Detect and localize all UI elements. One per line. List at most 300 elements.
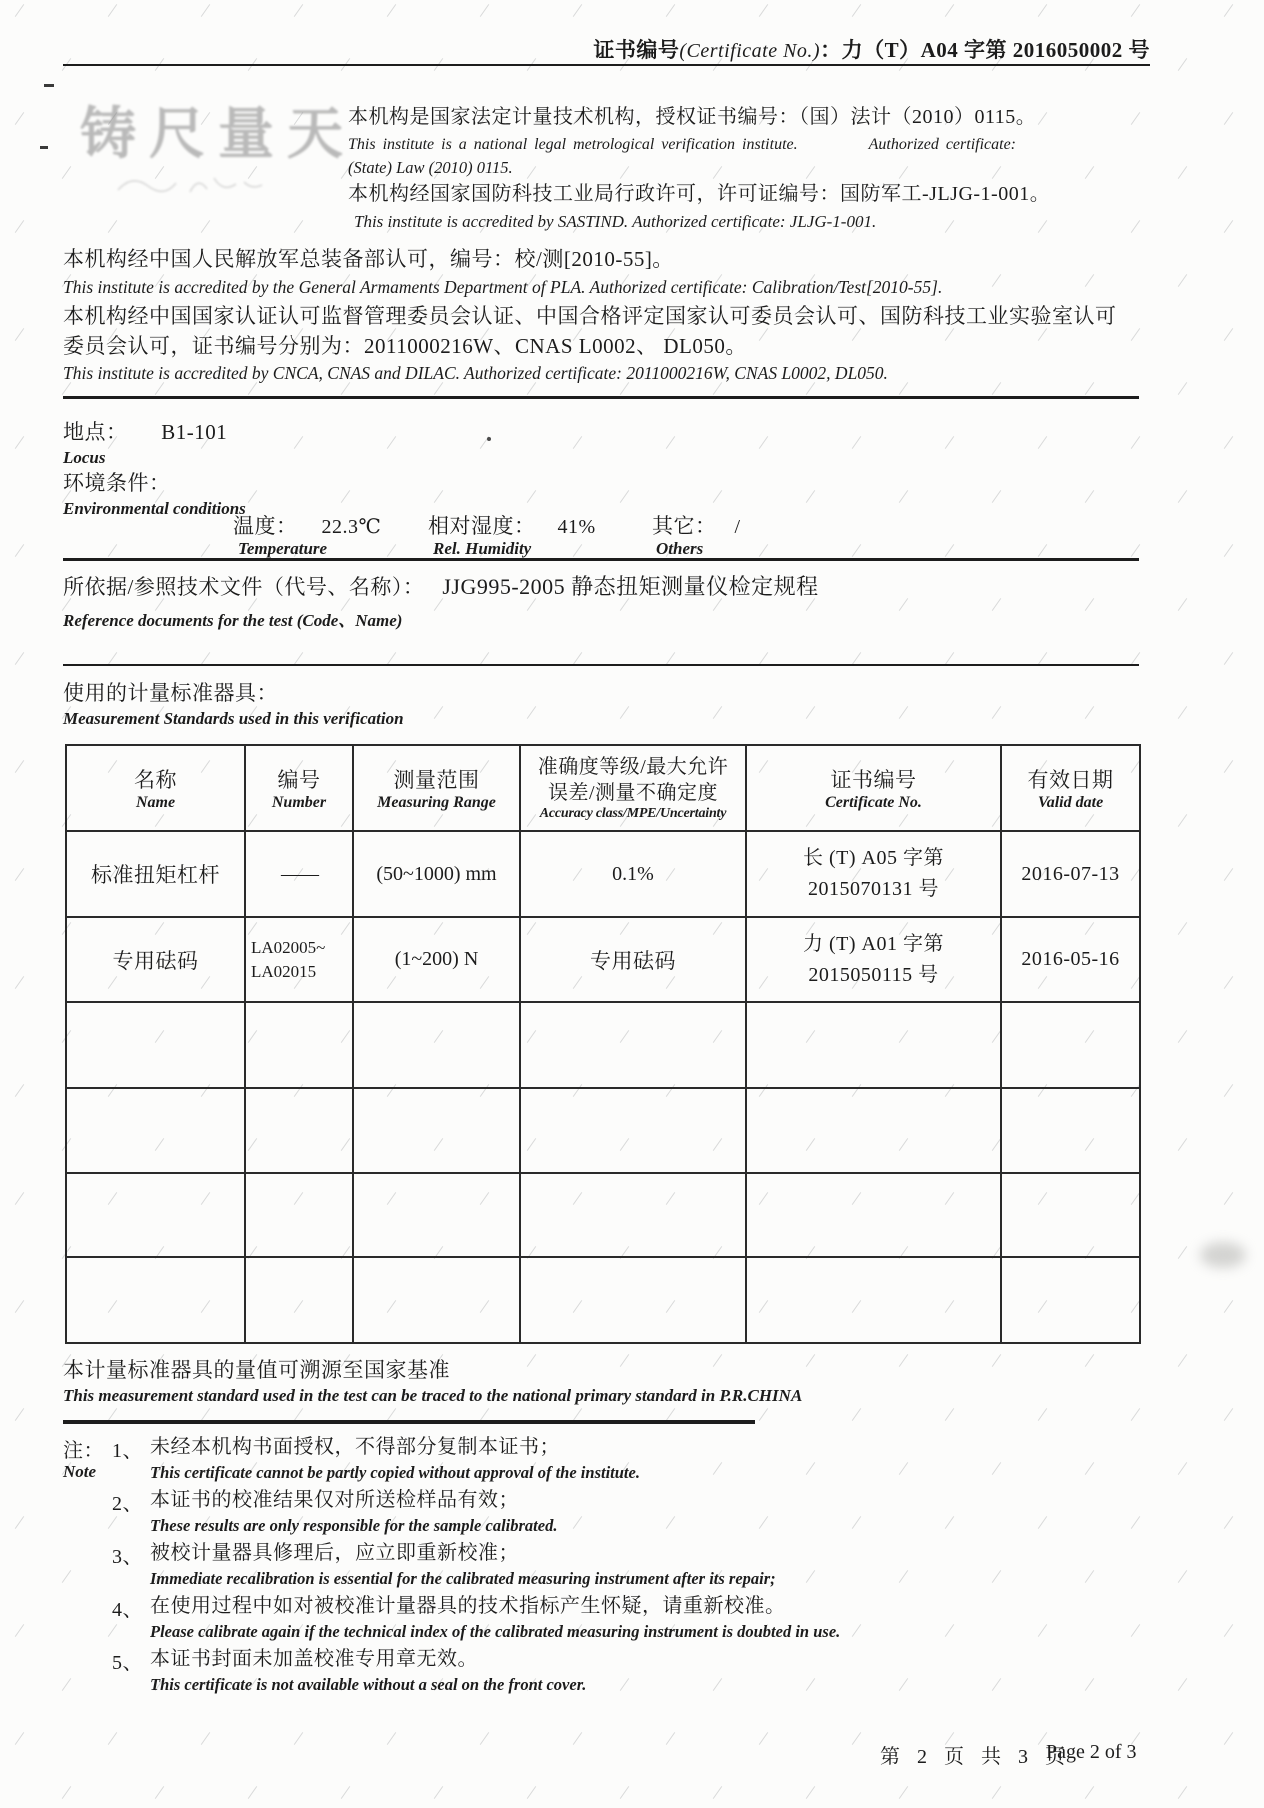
watermark-mark xyxy=(15,1084,24,1097)
watermark-mark xyxy=(666,436,675,449)
col-valid-en: Valid date xyxy=(1037,794,1104,811)
traceability-statement: 本计量标准器具的量值可溯源至国家基准 xyxy=(63,1358,450,1382)
watermark-mark xyxy=(294,1732,303,1745)
watermark-mark xyxy=(1224,1624,1233,1637)
institute-cn-line2: 本机构经国家国防科技工业局行政许可，许可证编号：国防军工-JLJG-1-001。 xyxy=(348,183,1051,205)
watermark-mark xyxy=(1038,1408,1047,1421)
watermark-mark xyxy=(852,544,861,557)
calligraphy-stamp-signature xyxy=(110,170,280,200)
row2-certificate xyxy=(746,917,1001,1002)
watermark-mark xyxy=(945,544,954,557)
watermark-mark xyxy=(759,1732,768,1745)
page-number-en: Page 2 of 3 xyxy=(1046,1741,1137,1763)
standards-row-2 xyxy=(66,917,1140,1002)
watermark-mark xyxy=(1178,598,1187,611)
cnca-cn-line2: 委员会认可，证书编号分别为：2011000216W、CNAS L0002、 DL050。 xyxy=(63,334,747,358)
col-valid xyxy=(1001,745,1140,831)
watermark-mark xyxy=(480,4,489,17)
watermark-mark xyxy=(945,652,954,665)
certificate-number-line xyxy=(63,34,1150,64)
standards-table xyxy=(65,744,1141,1344)
watermark-mark xyxy=(573,4,582,17)
watermark-mark xyxy=(1224,544,1233,557)
row2-number xyxy=(245,917,353,1002)
locus-line xyxy=(63,418,246,446)
watermark-mark xyxy=(15,436,24,449)
empty-cell xyxy=(1001,1002,1140,1088)
scan-mark xyxy=(40,146,48,149)
note-4-number: 4、 xyxy=(112,1599,143,1621)
watermark-mark xyxy=(992,706,1001,719)
watermark-mark xyxy=(15,976,24,989)
row1-cert-line2: 2015070131 号 xyxy=(808,878,939,900)
watermark-mark xyxy=(15,1408,24,1421)
watermark-mark xyxy=(1178,1030,1187,1043)
watermark-mark xyxy=(852,4,861,17)
watermark-mark xyxy=(1224,328,1233,341)
empty-cell xyxy=(66,1173,245,1257)
watermark-mark xyxy=(387,1732,396,1745)
watermark-mark xyxy=(201,1732,210,1745)
row2-accuracy: 专用砝码 xyxy=(520,917,746,1002)
row2-cert-line1: 力 (T) A01 字第 xyxy=(803,932,944,955)
col-accuracy xyxy=(520,745,746,831)
note-4-cn: 在使用过程中如对被校准计量器具的技术指标产生怀疑，请重新校准。 xyxy=(150,1595,786,1617)
watermark-mark xyxy=(15,868,24,881)
standards-table-header-row xyxy=(66,745,1140,831)
empty-cell xyxy=(520,1173,746,1257)
humidity-label: 相对湿度： xyxy=(428,514,536,538)
col-certificate-en: Certificate No. xyxy=(825,794,922,811)
watermark-mark xyxy=(108,220,117,233)
watermark-mark xyxy=(480,1408,489,1421)
watermark-mark xyxy=(1038,220,1047,233)
env-conditions-label: 环境条件： xyxy=(63,471,171,495)
watermark-mark xyxy=(806,706,815,719)
watermark-mark xyxy=(666,1732,675,1745)
watermark-mark xyxy=(62,1786,71,1799)
watermark-mark xyxy=(666,652,675,665)
watermark-mark xyxy=(1178,1138,1187,1151)
row2-range: (1~200) N xyxy=(353,917,520,1002)
watermark-mark xyxy=(759,652,768,665)
standards-title: 使用的计量标准器具： xyxy=(63,681,278,705)
watermark-mark xyxy=(573,1732,582,1745)
empty-cell xyxy=(353,1173,520,1257)
watermark-mark xyxy=(294,652,303,665)
note-item-4 xyxy=(63,1593,1143,1644)
note-1-en: This certificate cannot be partly copied without approval of the institute. xyxy=(150,1463,640,1482)
note-5-cn: 本证书封面未加盖校准专用章无效。 xyxy=(150,1648,478,1670)
watermark-mark xyxy=(1178,1786,1187,1799)
empty-cell xyxy=(520,1002,746,1088)
watermark-mark xyxy=(1178,1678,1187,1691)
standards-empty-row xyxy=(66,1088,1140,1173)
watermark-mark xyxy=(1038,436,1047,449)
watermark-mark xyxy=(294,436,303,449)
watermark-mark xyxy=(713,1354,722,1367)
watermark-mark xyxy=(1224,1408,1233,1421)
watermark-mark xyxy=(1178,1570,1187,1583)
note-5-number: 5、 xyxy=(112,1652,143,1674)
watermark-mark xyxy=(852,652,861,665)
watermark-mark xyxy=(1178,706,1187,719)
watermark-mark xyxy=(1224,1192,1233,1205)
col-accuracy-cn2: 误差/测量不确定度 xyxy=(547,782,719,804)
institute-en-line1 xyxy=(348,132,1016,157)
watermark-mark xyxy=(387,4,396,17)
watermark-mark xyxy=(992,598,1001,611)
empty-cell xyxy=(245,1257,353,1343)
note-item-5 xyxy=(63,1646,1143,1697)
locus-label-en: Locus xyxy=(63,448,106,467)
temperature-label: 温度： xyxy=(233,514,298,538)
watermark-mark xyxy=(15,112,24,125)
watermark-mark xyxy=(387,1408,396,1421)
pla-en-line: This institute is accredited by the General Armaments Department of PLA. Authorized certificate: Calibration/Test[2010-55]. xyxy=(63,277,943,297)
empty-cell xyxy=(66,1088,245,1173)
section-rule-2 xyxy=(63,558,1139,561)
institute-en-line2: (State) Law (2010) 0115. xyxy=(348,158,513,177)
row1-valid-date: 2016-07-13 xyxy=(1001,831,1140,917)
col-name-cn: 名称 xyxy=(134,768,177,792)
institute-en-line1b: Authorized certificate: xyxy=(868,136,1016,153)
scan-smudge xyxy=(1200,1242,1246,1268)
watermark-mark xyxy=(852,436,861,449)
row2-valid-date: 2016-05-16 xyxy=(1001,917,1140,1002)
humidity-value: 41% xyxy=(557,516,596,538)
empty-cell xyxy=(353,1088,520,1173)
watermark-mark xyxy=(759,436,768,449)
notes-top-rule xyxy=(63,1420,755,1424)
humidity-label-en: Rel. Humidity xyxy=(433,539,532,558)
watermark-mark xyxy=(1178,58,1187,71)
reference-docs-label: 所依据/参照技术文件（代号、名称）： xyxy=(63,575,425,599)
watermark-mark xyxy=(294,4,303,17)
watermark-mark xyxy=(573,652,582,665)
watermark-mark xyxy=(852,1732,861,1745)
watermark-mark xyxy=(759,1408,768,1421)
note-1-number: 1、 xyxy=(112,1440,143,1462)
watermark-mark xyxy=(15,1516,24,1529)
watermark-mark xyxy=(759,4,768,17)
temperature-group xyxy=(233,510,381,540)
empty-cell xyxy=(245,1173,353,1257)
certificate-number-value: ：力（T）A04 字第 2016050002 号 xyxy=(820,38,1150,62)
empty-cell xyxy=(245,1002,353,1088)
watermark-mark xyxy=(666,4,675,17)
watermark-mark xyxy=(806,1354,815,1367)
cnca-cn-line1: 本机构经中国国家认证认可监督管理委员会认证、中国合格评定国家认可委员会认可、国防科技工业实验室认可 xyxy=(63,304,1117,328)
col-number-en: Number xyxy=(271,794,327,811)
watermark-mark xyxy=(1178,814,1187,827)
row1-cert-line1: 长 (T) A05 字第 xyxy=(803,847,944,869)
certificate-number-label: 证书编号 xyxy=(593,38,680,62)
watermark-mark xyxy=(1085,598,1094,611)
watermark-mark xyxy=(341,490,350,503)
watermark-mark xyxy=(573,1408,582,1421)
watermark-mark xyxy=(945,436,954,449)
empty-cell xyxy=(353,1002,520,1088)
watermark-mark xyxy=(1131,436,1140,449)
locus-block xyxy=(63,418,246,520)
watermark-mark xyxy=(1224,1732,1233,1745)
empty-cell xyxy=(353,1257,520,1343)
col-accuracy-cn1: 准确度等级/最大允许 xyxy=(537,756,729,778)
institute-en-line1a: This institute is a national legal metrological verification institute. xyxy=(348,136,798,153)
col-certificate-cn: 证书编号 xyxy=(830,768,917,792)
empty-cell xyxy=(66,1257,245,1343)
watermark-mark xyxy=(1224,1300,1233,1313)
page-number-cn: 第 2 页 共 3 页 xyxy=(880,1746,1071,1768)
calligraphy-stamp-text: 铸尺量天 xyxy=(80,101,356,167)
reference-docs-value: JJG995-2005 静态扭矩测量仪检定规程 xyxy=(442,574,819,599)
col-number-cn: 编号 xyxy=(277,768,321,792)
watermark-mark xyxy=(1085,166,1094,179)
watermark-mark xyxy=(527,490,536,503)
watermark-mark xyxy=(1178,922,1187,935)
col-range xyxy=(353,745,520,831)
watermark-mark xyxy=(1178,382,1187,395)
institute-accreditation-block xyxy=(348,103,1051,235)
watermark-mark xyxy=(1224,1084,1233,1097)
watermark-mark xyxy=(945,1408,954,1421)
note-4-en: Please calibrate again if the technical index of the calibrated measuring instrument is doubted in use. xyxy=(150,1622,841,1641)
watermark-mark xyxy=(15,1300,24,1313)
watermark-mark xyxy=(1131,1408,1140,1421)
watermark-mark xyxy=(434,1786,443,1799)
pla-cn-line: 本机构经中国人民解放军总装备部认可，编号：校/测[2010-55]。 xyxy=(63,247,674,271)
watermark-mark xyxy=(341,1786,350,1799)
watermark-mark xyxy=(1178,490,1187,503)
watermark-mark xyxy=(387,544,396,557)
others-label: 其它： xyxy=(652,514,717,538)
standards-empty-row xyxy=(66,1173,1140,1257)
watermark-mark xyxy=(248,490,257,503)
watermark-mark xyxy=(1178,166,1187,179)
empty-cell xyxy=(245,1088,353,1173)
standards-title-en: Measurement Standards used in this verification xyxy=(63,709,404,728)
traceability-statement-en: This measurement standard used in the test can be traced to the national primary standard in P.R.CHINA xyxy=(63,1386,803,1405)
watermark-mark xyxy=(1178,1246,1187,1259)
standards-empty-row xyxy=(66,1002,1140,1088)
watermark-mark xyxy=(1178,1462,1187,1475)
note-2-number: 2、 xyxy=(112,1493,143,1515)
standards-row-1 xyxy=(66,831,1140,917)
humidity-group xyxy=(428,510,596,540)
row1-accuracy: 0.1% xyxy=(520,831,746,917)
watermark-mark xyxy=(1085,490,1094,503)
col-name xyxy=(66,745,245,831)
watermark-mark xyxy=(899,1786,908,1799)
row2-cert-line2: 2015050115 号 xyxy=(808,963,939,986)
watermark-mark xyxy=(620,1786,629,1799)
watermark-mark xyxy=(713,1786,722,1799)
note-3-en: Immediate recalibration is essential for the calibrated measuring instrument after its repair; xyxy=(150,1569,776,1588)
watermark-mark xyxy=(480,652,489,665)
watermark-mark xyxy=(1224,652,1233,665)
watermark-mark xyxy=(1131,652,1140,665)
watermark-mark xyxy=(15,544,24,557)
watermark-mark xyxy=(992,490,1001,503)
empty-cell xyxy=(520,1257,746,1343)
note-3-number: 3、 xyxy=(112,1546,143,1568)
watermark-mark xyxy=(806,1786,815,1799)
row1-range: (50~1000) mm xyxy=(353,831,520,917)
watermark-mark xyxy=(992,1354,1001,1367)
note-2-en: These results are only responsible for the sample calibrated. xyxy=(150,1516,558,1535)
row1-name: 标准扭矩杠杆 xyxy=(66,831,245,917)
watermark-mark xyxy=(713,490,722,503)
standards-empty-row xyxy=(66,1257,1140,1343)
watermark-mark xyxy=(899,598,908,611)
reference-docs-line xyxy=(63,572,819,602)
empty-cell xyxy=(1001,1173,1140,1257)
row2-number-line1: LA02005~ xyxy=(251,937,326,957)
watermark-mark xyxy=(15,1192,24,1205)
watermark-mark xyxy=(620,706,629,719)
watermark-mark xyxy=(201,544,210,557)
temperature-value: 22.3℃ xyxy=(321,516,382,538)
col-range-cn: 测量范围 xyxy=(393,768,480,792)
reference-docs-label-en: Reference documents for the test (Code、Name) xyxy=(63,611,403,630)
watermark-mark xyxy=(899,706,908,719)
watermark-mark xyxy=(248,1786,257,1799)
cnca-en-line: This institute is accredited by CNCA, CNAS and DILAC. Authorized certificate: 2011000216W, CNAS L0002, DL050. xyxy=(63,363,888,383)
watermark-mark xyxy=(666,1408,675,1421)
col-range-en: Measuring Range xyxy=(377,794,496,811)
watermark-mark xyxy=(759,544,768,557)
note-item-1 xyxy=(63,1434,1143,1485)
section-rule-3 xyxy=(63,664,1139,666)
watermark-mark xyxy=(1224,1516,1233,1529)
section-rule-1 xyxy=(63,396,1139,399)
watermark-mark xyxy=(108,652,117,665)
empty-cell xyxy=(1001,1088,1140,1173)
watermark-mark xyxy=(108,1732,117,1745)
watermark-mark xyxy=(1224,436,1233,449)
watermark-mark xyxy=(15,1732,24,1745)
watermark-mark xyxy=(992,1786,1001,1799)
watermark-mark xyxy=(15,652,24,665)
col-certificate xyxy=(746,745,1001,831)
empty-cell xyxy=(66,1002,245,1088)
col-name-en: Name xyxy=(135,794,176,811)
note-label: 注： xyxy=(63,1440,104,1462)
watermark-mark xyxy=(1224,868,1233,881)
watermark-mark xyxy=(527,706,536,719)
watermark-mark xyxy=(1131,112,1140,125)
calligraphy-stamp xyxy=(80,90,380,210)
empty-cell xyxy=(1001,1257,1140,1343)
watermark-mark xyxy=(573,544,582,557)
watermark-mark xyxy=(1038,112,1047,125)
watermark-mark xyxy=(15,4,24,17)
watermark-mark xyxy=(387,436,396,449)
empty-cell xyxy=(746,1088,1001,1173)
watermark-mark xyxy=(899,490,908,503)
watermark-mark xyxy=(1038,4,1047,17)
others-label-en: Others xyxy=(656,539,704,558)
watermark-mark xyxy=(1131,4,1140,17)
watermark-mark xyxy=(620,490,629,503)
watermark-mark xyxy=(1178,274,1187,287)
watermark-mark xyxy=(1131,544,1140,557)
watermark-mark xyxy=(1224,4,1233,17)
watermark-mark xyxy=(1038,544,1047,557)
watermark-mark xyxy=(945,4,954,17)
empty-cell xyxy=(520,1088,746,1173)
temperature-label-en: Temperature xyxy=(238,539,328,558)
watermark-mark xyxy=(1085,706,1094,719)
watermark-mark xyxy=(15,328,24,341)
note-label-en: Note xyxy=(63,1462,97,1481)
col-number xyxy=(245,745,353,831)
watermark-mark xyxy=(434,490,443,503)
watermark-mark xyxy=(294,1408,303,1421)
watermark-mark xyxy=(573,436,582,449)
watermark-mark xyxy=(15,220,24,233)
row2-name: 专用砝码 xyxy=(66,917,245,1002)
watermark-mark xyxy=(434,706,443,719)
note-2-cn: 本证书的校准结果仅对所送检样品有效； xyxy=(150,1489,519,1511)
row2-number-line2: LA02015 xyxy=(251,961,317,981)
watermark-mark xyxy=(15,1624,24,1637)
watermark-mark xyxy=(1178,1354,1187,1367)
note-5-en: This certificate is not available without a seal on the front cover. xyxy=(150,1675,587,1694)
watermark-mark xyxy=(201,652,210,665)
watermark-mark xyxy=(1224,220,1233,233)
watermark-mark xyxy=(155,1786,164,1799)
watermark-mark xyxy=(201,4,210,17)
watermark-mark xyxy=(201,220,210,233)
institute-en-line3: This institute is accredited by SASTIND. Authorized certificate: JLJG-1-001. xyxy=(354,212,877,231)
empty-cell xyxy=(746,1257,1001,1343)
watermark-mark xyxy=(1085,1354,1094,1367)
watermark-mark xyxy=(480,1732,489,1745)
note-item-2 xyxy=(63,1487,1143,1538)
watermark-mark xyxy=(1224,760,1233,773)
watermark-mark xyxy=(1224,112,1233,125)
watermark-mark xyxy=(15,760,24,773)
watermark-mark xyxy=(1085,1786,1094,1799)
watermark-mark xyxy=(294,220,303,233)
watermark-mark xyxy=(527,1786,536,1799)
watermark-mark xyxy=(108,544,117,557)
notes-list xyxy=(63,1434,1143,1699)
env-conditions-label-en: Environmental conditions xyxy=(63,499,246,518)
watermark-mark xyxy=(899,1354,908,1367)
scan-dot xyxy=(487,437,491,441)
watermark-mark xyxy=(201,1408,210,1421)
watermark-mark xyxy=(1224,976,1233,989)
header-rule xyxy=(63,64,1150,66)
watermark-mark xyxy=(713,706,722,719)
locus-label: 地点： xyxy=(63,420,128,444)
watermark-mark xyxy=(108,1408,117,1421)
others-group xyxy=(652,510,741,540)
pla-cnca-accreditation-block xyxy=(63,244,1148,386)
locus-value: B1-101 xyxy=(161,420,228,444)
note-3-cn: 被校计量器具修理后，应立即重新校准； xyxy=(150,1542,519,1564)
note-1-cn: 未经本机构书面授权，不得部分复制本证书； xyxy=(150,1436,560,1458)
certificate-number-label-en: (Certificate No.) xyxy=(679,40,821,62)
watermark-mark xyxy=(1038,652,1047,665)
row1-certificate xyxy=(746,831,1001,917)
col-valid-cn: 有效日期 xyxy=(1027,768,1114,792)
empty-cell xyxy=(746,1173,1001,1257)
watermark-mark xyxy=(62,166,71,179)
